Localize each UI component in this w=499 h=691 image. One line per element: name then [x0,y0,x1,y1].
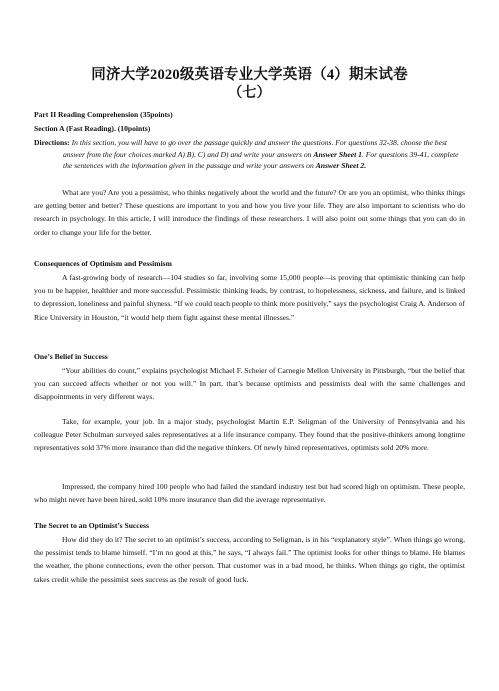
heading-consequences: Consequences of Optimism and Pessimism [34,259,172,268]
section-heading: Section A (Fast Reading). (10points) [34,124,151,133]
intro-paragraph: What are you? Are you a pessimist, who thinks negatively about the world and the future? Or are you an optimist, who thinks things are getting better and better? These questions are important to you and how you live your life. They are also important to scientists who do research in psychology. In this article, I will introduce the findings of these researchers. I will also point out some things that you can do in order to change your life for the better. [34,188,465,237]
part-heading: Part II Reading Comprehension (35points) [34,110,173,119]
paragraph-explanatory-style: How did they do it? The secret to an optimist’s success, according to Seligman, is in his “explanatory style”. When things go wrong, the pessimist tends to blame himself. “I’m no good at this,” he says, “I always fail.” The optimist looks for other things to blame. He blames the weather, the phone connections, even the other person. That customer was in a bad mood, he thinks. When things go right, the optimist takes credit while the pessimist sees success as the result of good luck. [34,535,465,584]
paragraph-job-study: Take, for example, your job. In a major study, psychologist Martin E.P. Seligman of the University of Pennsylvania and his colleague Peter Schulman surveyed sales representatives at a life insurance company. They found that the positive-thinkers among longtime representatives sold 37% more insurance than did the negative thinkers. Of newly hired representatives, optimists sold 20% more. [34,417,465,453]
heading-belief: One’s Belief in Success [34,352,108,361]
paragraph-hired: Impressed, the company hired 100 people who had failed the standard industry test but had scored high on optimism. These people, who might never have been hired, sold 10% more insurance than did the average representative. [34,482,465,505]
exam-title: 同济大学2020级英语专业大学英语（4）期末试卷 [91,67,408,83]
heading-secret: The Secret to an Optimist’s Success [34,521,149,530]
paragraph-research: A fast-growing body of research—104 studies so far, involving some 15,000 people—is proving that optimistic thinking can help you to be happier, healthier and more successful. Pessimistic thinking leads, by contrast, to hopelessness, sickness, and failure, and is linked to depression, loneliness and painful shyness. “If we could teach people to think more positively,” says the psychologist Craig A. Anderson of Rice University in Houston, “it would help them fight against these mental illnesses.” [34,273,465,322]
exam-subtitle: （七） [228,86,271,101]
answer-sheet-2: Answer Sheet 2. [315,161,367,171]
directions-text-1: In this section, you will have to go over the passage quickly and answer the questions. For questions 32-38, choose the best answer from the four choices marked A) B), C) and D) and write your answers on [63,138,448,159]
directions-label: Directions: [34,138,70,147]
directions-block [34,137,465,172]
directions-text-2: . For questions 39-41, complete the sentences with the information given in the passage and write your answers on [63,149,459,171]
answer-sheet-1: Answer Sheet 1 [313,149,362,159]
paragraph-abilities: “Your abilities do count,” explains psychologist Michael F. Scheier of Carnegie Mellon University in Pittsburgh, “but the belief that you can succeed affects whether or not you will.” In part, that’s because optimists and pessimists deal with the same challenges and disappointments in very different ways. [34,366,465,402]
